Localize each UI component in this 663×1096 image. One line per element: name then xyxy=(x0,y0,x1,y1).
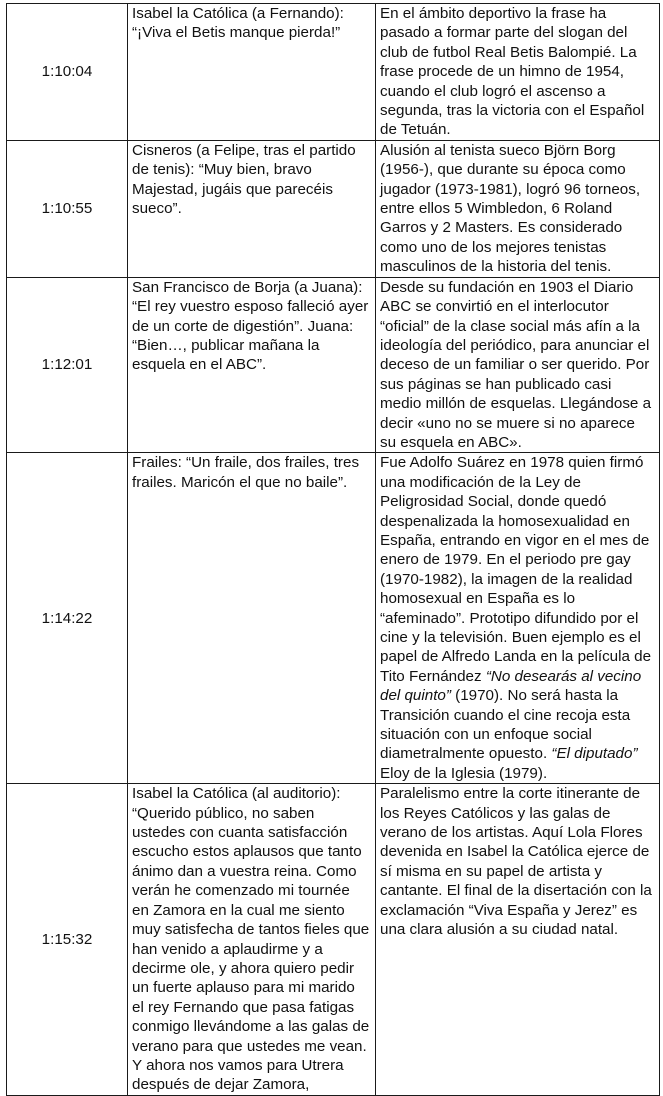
timestamp-cell: 1:12:01 xyxy=(7,277,128,453)
scene-cell: Isabel la Católica (a Fernando): “¡Viva el Betis manque pierda!” xyxy=(128,4,376,141)
scene-cell: Frailes: “Un fraile, dos frailes, tres frailes. Maricón el que no baile”. xyxy=(128,453,376,784)
note-cell: Desde su fundación en 1903 el Diario ABC se convirtió en el interlocutor “oficial” de la clase social más afín a la ideología del periódico, para anunciar el deceso de un familiar o ser querido. Por sus páginas se han publicado casi medio millón de esquelas. Llegándose a decir «uno no se muere si no aparece su esquela en ABC». xyxy=(376,277,660,453)
table-row xyxy=(7,453,660,784)
annotation-table xyxy=(6,3,660,1096)
table-row xyxy=(7,784,660,1096)
timestamp-cell: 1:14:22 xyxy=(7,453,128,784)
timestamp-cell: 1:10:55 xyxy=(7,140,128,277)
scene-cell: San Francisco de Borja (a Juana): “El rey vuestro esposo falleció ayer de un corte de digestión”. Juana: “Bien…, publicar mañana la esquela en el ABC”. xyxy=(128,277,376,453)
scene-cell: Isabel la Católica (al auditorio): “Querido público, no saben ustedes con cuanta satisfacción escucho estos aplausos que tanto ánimo dan a vuestra reina. Como verán he comenzado mi tournée en Zamora en la cual me siento muy satisfecha de tantos fieles que han venido a aplaudirme y a decirme ole, y ahora quiero pedir un fuerte aplauso para mi marido el rey Fernando que pasa fatigas conmigo llevándome a las galas de verano para que ustedes me vean. Y ahora nos vamos para Utrera después de dejar Zamora, xyxy=(128,784,376,1096)
note-cell xyxy=(376,453,660,784)
table-row xyxy=(7,140,660,277)
timestamp-cell: 1:10:04 xyxy=(7,4,128,141)
scene-cell: Cisneros (a Felipe, tras el partido de tenis): “Muy bien, bravo Majestad, jugáis que parecéis sueco”. xyxy=(128,140,376,277)
timestamp-cell: 1:15:32 xyxy=(7,784,128,1096)
note-text: Eloy de la Iglesia (1979). xyxy=(380,764,548,782)
table-row xyxy=(7,277,660,453)
film-title: “El diputado” xyxy=(551,745,638,763)
note-text: Fue Adolfo Suárez en 1978 quien firmó una modificación de la Ley de Peligrosidad Social, donde quedó despenalizada la homosexualidad en España, entrando en vigor en el mes de enero de 1979. En el periodo pre gay (1970-1982), la imagen de la realidad homosexual en España es lo “afeminado”. Prototipo difundido por el cine y la televisión. Buen ejemplo es el papel de Alfredo Landa en la película de Tito Fernández xyxy=(380,454,652,685)
note-cell: En el ámbito deportivo la frase ha pasado a formar parte del slogan del club de futbol Real Betis Balompié. La frase procede de un himno de 1954, cuando el club logró el ascenso a segunda, tras la victoria con el Español de Tetuán. xyxy=(376,4,660,141)
table-row xyxy=(7,4,660,141)
film-title: “No desearás al vecino del quinto” xyxy=(380,667,642,705)
note-cell: Alusión al tenista sueco Björn Borg (1956-), que durante su época como jugador (1973-1981), logró 96 torneos, entre ellos 5 Wimbledon, 6 Roland Garros y 2 Masters. Es considerado como uno de los mejores tenistas masculinos de la historia del tenis. xyxy=(376,140,660,277)
note-cell: Paralelismo entre la corte itinerante de los Reyes Católicos y las galas de verano de los artistas. Aquí Lola Flores devenida en Isabel la Católica ejerce de sí misma en su papel de artista y cantante. El final de la disertación con la exclamación “Viva España y Jerez” es una clara alusión a su ciudad natal. xyxy=(376,784,660,1096)
note-text: (1970). No será hasta la Transición cuando el cine recoja esta situación con un enfoque social diametralmente opuesto. xyxy=(380,687,631,763)
